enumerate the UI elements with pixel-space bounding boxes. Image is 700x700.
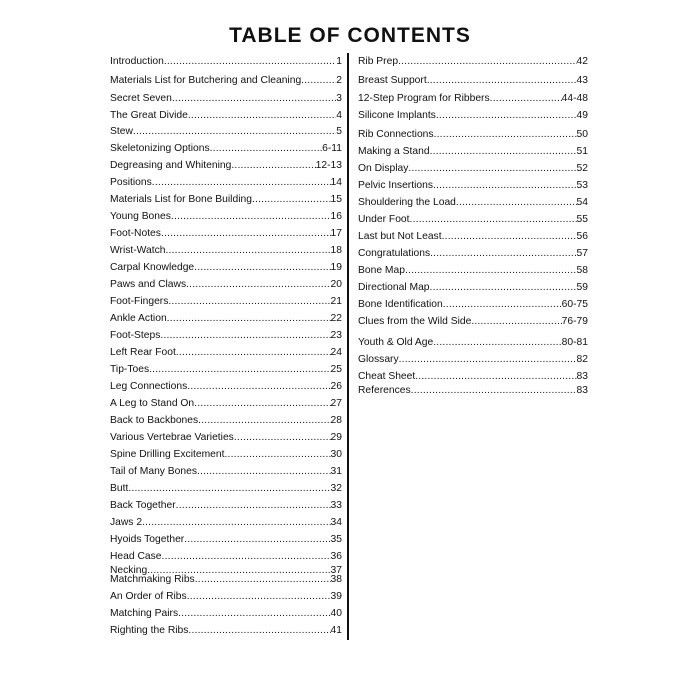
toc-entry-page-number: 16	[330, 211, 342, 222]
toc-entry	[358, 92, 588, 105]
toc-entry-title: Jaws 2	[110, 517, 143, 528]
toc-entry-title: Matchmaking Ribs	[110, 574, 195, 585]
toc-entry	[358, 281, 588, 294]
toc-entry	[358, 109, 588, 122]
toc-entry	[110, 109, 342, 122]
toc-entry-leader-dots	[184, 533, 330, 546]
toc-entry	[110, 227, 342, 240]
toc-entry-page-number: 76-79	[561, 316, 588, 327]
toc-entry	[110, 465, 342, 478]
toc-entry-leader-dots	[172, 92, 336, 105]
toc-entry	[110, 533, 342, 546]
toc-entry-page-number: 18	[330, 245, 342, 256]
toc-entry-page-number: 80-81	[561, 337, 588, 348]
toc-entry-title: Clues from the Wild Side	[358, 316, 472, 327]
toc-entry-title: Silicone Implants	[358, 110, 436, 121]
toc-entry-title: Cheat Sheet	[358, 371, 416, 382]
toc-entry	[110, 261, 342, 274]
toc-entry-page-number: 40	[330, 608, 342, 619]
toc-entry-title: Back Together	[110, 500, 176, 511]
toc-entry-title: Degreasing and Whitening	[110, 160, 232, 171]
toc-entry	[358, 353, 588, 366]
toc-entry-page-number: 56	[576, 231, 588, 242]
toc-entry-page-number: 49	[576, 110, 588, 121]
toc-entry-leader-dots	[194, 397, 330, 410]
toc-entry-leader-dots	[234, 431, 331, 444]
toc-entry-title: 12-Step Program for Ribbers	[358, 93, 490, 104]
toc-entry-title: Under Foot	[358, 214, 410, 225]
toc-entry-leader-dots	[198, 414, 330, 427]
page-title: TABLE OF CONTENTS	[229, 24, 471, 47]
toc-entry	[358, 370, 588, 383]
toc-entry-title: On Display	[358, 163, 409, 174]
toc-entry-page-number: 41	[330, 625, 342, 636]
toc-entry-page-number: 14	[330, 177, 342, 188]
toc-entry-title: Secret Seven	[110, 93, 172, 104]
toc-entry-leader-dots	[166, 244, 331, 257]
toc-entry-leader-dots	[231, 159, 315, 172]
toc-entry-page-number: 26	[330, 381, 342, 392]
toc-entry-title: Making a Stand	[358, 146, 430, 157]
toc-entry-title: The Great Divide	[110, 110, 188, 121]
toc-entry	[358, 298, 588, 311]
toc-entry	[110, 159, 342, 172]
toc-entry-leader-dots	[197, 465, 331, 478]
toc-entry-page-number: 52	[576, 163, 588, 174]
toc-entry-leader-dots	[415, 370, 576, 383]
toc-entry	[358, 315, 588, 328]
toc-entry-page-number: 51	[576, 146, 588, 157]
toc-entry-title: Stew	[110, 126, 133, 137]
toc-entry	[110, 346, 342, 359]
toc-entry-leader-dots	[194, 261, 330, 274]
toc-entry-page-number: 50	[576, 129, 588, 140]
toc-entry-title: Tail of Many Bones	[110, 466, 197, 477]
toc-entry-title: Breast Support	[358, 75, 427, 86]
toc-entry-page-number: 6-11	[322, 143, 342, 154]
toc-entry-title: Rib Prep	[358, 56, 399, 67]
toc-entry-title: Congratulations	[358, 248, 431, 259]
toc-entry-leader-dots	[168, 295, 330, 308]
toc-entry-title: Introduction	[110, 56, 164, 67]
toc-entry	[358, 264, 588, 277]
toc-entry-page-number: 28	[330, 415, 342, 426]
toc-entry-leader-dots	[434, 128, 577, 141]
toc-entry-page-number: 43	[576, 75, 588, 86]
toc-entry	[110, 329, 342, 342]
toc-entry	[110, 397, 342, 410]
toc-entry-title: References	[358, 385, 411, 396]
toc-entry-leader-dots	[133, 125, 336, 138]
toc-entry-title: Carpal Knowledge	[110, 262, 195, 273]
toc-entry-page-number: 57	[576, 248, 588, 259]
toc-entry-leader-dots	[433, 336, 561, 349]
toc-entry-title: Left Rear Foot	[110, 347, 176, 358]
toc-entry-leader-dots	[430, 281, 577, 294]
toc-entry-leader-dots	[301, 74, 336, 87]
toc-entry-title: Glossary	[358, 354, 399, 365]
toc-entry-page-number: 27	[330, 398, 342, 409]
toc-entry-title: Foot-Fingers	[110, 296, 169, 307]
toc-entry-page-number: 21	[330, 296, 342, 307]
toc-entry-title: Skeletonizing Options	[110, 143, 210, 154]
toc-entry-title: Various Vertebrae Varieties	[110, 432, 234, 443]
toc-entry	[110, 312, 342, 325]
toc-entry	[110, 278, 342, 291]
toc-entry-leader-dots	[443, 298, 562, 311]
toc-entry-leader-dots	[152, 176, 331, 189]
toc-entry-leader-dots	[442, 230, 577, 243]
toc-entry-page-number: 15	[330, 194, 342, 205]
toc-entry	[358, 162, 588, 175]
toc-entry-leader-dots	[186, 278, 330, 291]
toc-entry-leader-dots	[167, 312, 331, 325]
toc-entry-leader-dots	[162, 550, 331, 563]
toc-entry	[110, 516, 342, 529]
toc-entry	[110, 624, 342, 637]
toc-entry-title: Young Bones	[110, 211, 171, 222]
toc-entry-page-number: 83	[576, 371, 588, 382]
toc-entry-leader-dots	[164, 55, 336, 68]
toc-entry	[110, 607, 342, 620]
toc-entry-page-number: 17	[330, 228, 342, 239]
toc-entry-leader-dots	[405, 264, 577, 277]
toc-entry-leader-dots	[176, 346, 331, 359]
toc-entry-page-number: 4	[336, 110, 342, 121]
toc-entry-page-number: 22	[330, 313, 342, 324]
toc-entry-page-number: 35	[330, 534, 342, 545]
toc-entry-leader-dots	[188, 624, 330, 637]
toc-entry-title: Materials List for Bone Building	[110, 194, 252, 205]
toc-entry-title: Materials List for Butchering and Cleaning	[110, 75, 302, 86]
toc-entry-title: Back to Backbones	[110, 415, 199, 426]
toc-entry	[358, 230, 588, 243]
toc-entry	[110, 74, 342, 87]
toc-entry-leader-dots	[408, 162, 576, 175]
toc-entry	[358, 128, 588, 141]
toc-entry-leader-dots	[456, 196, 577, 209]
toc-entry	[110, 142, 342, 155]
toc-entry-page-number: 54	[576, 197, 588, 208]
toc-entry-title: Spine Drilling Excitement	[110, 449, 225, 460]
toc-entry-leader-dots	[430, 145, 577, 158]
toc-entry-leader-dots	[187, 380, 330, 393]
toc-entry-title: Last but Not Least	[358, 231, 442, 242]
toc-entry	[110, 125, 342, 138]
toc-entry-page-number: 12-13	[315, 160, 342, 171]
toc-entry-page-number: 53	[576, 180, 588, 191]
toc-entry-page-number: 20	[330, 279, 342, 290]
toc-entry-page-number: 34	[330, 517, 342, 528]
toc-entry-leader-dots	[161, 227, 331, 240]
toc-entry-page-number: 42	[576, 56, 588, 67]
toc-entry	[110, 176, 342, 189]
toc-entry-page-number: 59	[576, 282, 588, 293]
toc-entry	[358, 213, 588, 226]
toc-entry-leader-dots	[436, 109, 577, 122]
column-divider	[347, 53, 349, 640]
toc-entry-page-number: 31	[330, 466, 342, 477]
toc-entry-page-number: 24	[330, 347, 342, 358]
toc-entry	[110, 363, 342, 376]
toc-entry-title: Wrist-Watch	[110, 245, 166, 256]
toc-entry-leader-dots	[430, 247, 576, 260]
toc-entry-title: Head Case	[110, 551, 162, 562]
toc-entry-leader-dots	[411, 384, 577, 397]
toc-entry-title: Hyoids Together	[110, 534, 185, 545]
toc-entry-title: Positions	[110, 177, 152, 188]
toc-entry-page-number: 5	[336, 126, 342, 137]
toc-entry	[358, 384, 588, 397]
toc-entry-leader-dots	[398, 55, 576, 68]
toc-entry-title: Butt	[110, 483, 129, 494]
toc-entry	[110, 482, 342, 495]
toc-entry-leader-dots	[178, 607, 330, 620]
toc-entry	[110, 431, 342, 444]
toc-entry	[110, 55, 342, 68]
toc-entry-title: Youth & Old Age	[358, 337, 434, 348]
toc-entry-leader-dots	[490, 92, 562, 105]
toc-entry-leader-dots	[399, 353, 577, 366]
toc-entry-page-number: 1	[336, 56, 342, 67]
toc-entry	[110, 210, 342, 223]
toc-entry-leader-dots	[210, 142, 323, 155]
toc-entry-page-number: 55	[576, 214, 588, 225]
toc-entry-title: A Leg to Stand On	[110, 398, 195, 409]
toc-entry-title: Tip-Toes	[110, 364, 150, 375]
toc-entry	[110, 414, 342, 427]
toc-entry-leader-dots	[171, 210, 331, 223]
toc-entry-leader-dots	[149, 363, 330, 376]
toc-entry	[110, 92, 342, 105]
toc-entry-leader-dots	[195, 573, 331, 586]
toc-entry	[110, 380, 342, 393]
toc-entry-page-number: 60-75	[561, 299, 588, 310]
toc-entry-page-number: 33	[330, 500, 342, 511]
toc-entry	[110, 590, 342, 603]
toc-entry-leader-dots	[252, 193, 331, 206]
toc-entry-title: Foot-Notes	[110, 228, 161, 239]
toc-entry	[358, 145, 588, 158]
toc-entry	[358, 74, 588, 87]
toc-entry-page-number: 29	[330, 432, 342, 443]
toc-entry	[110, 550, 342, 563]
toc-entry-page-number: 38	[330, 574, 342, 585]
toc-entry	[358, 55, 588, 68]
toc-entry-leader-dots	[142, 516, 330, 529]
toc-entry-leader-dots	[176, 499, 331, 512]
toc-entry	[358, 336, 588, 349]
toc-entry	[110, 193, 342, 206]
toc-entry-leader-dots	[433, 179, 577, 192]
toc-entry-title: Rib Connections	[358, 129, 434, 140]
toc-entry-title: Necking	[110, 565, 148, 576]
toc-entry-title: Shouldering the Load	[358, 197, 456, 208]
toc-entry-page-number: 44-48	[561, 93, 588, 104]
toc-entry-title: Matching Pairs	[110, 608, 179, 619]
toc-entry-title: Pelvic Insertions	[358, 180, 433, 191]
toc-entry-page-number: 2	[336, 75, 342, 86]
toc-entry-leader-dots	[188, 109, 336, 122]
toc-entry-page-number: 3	[336, 93, 342, 104]
toc-entry	[110, 448, 342, 461]
toc-entry	[110, 244, 342, 257]
toc-entry-page-number: 19	[330, 262, 342, 273]
toc-entry-leader-dots	[160, 329, 330, 342]
toc-entry-leader-dots	[224, 448, 330, 461]
toc-entry-page-number: 30	[330, 449, 342, 460]
toc-entry	[358, 196, 588, 209]
toc-entry-title: Leg Connections	[110, 381, 188, 392]
toc-entry	[110, 295, 342, 308]
toc-entry-title: Foot-Steps	[110, 330, 161, 341]
toc-entry	[110, 573, 342, 586]
toc-entry-title: Paws and Claws	[110, 279, 187, 290]
toc-entry-page-number: 39	[330, 591, 342, 602]
toc-entry-title: Bone Identification	[358, 299, 443, 310]
toc-entry-page-number: 83	[576, 385, 588, 396]
toc-entry-page-number: 36	[330, 551, 342, 562]
toc-entry-title: An Order of Ribs	[110, 591, 187, 602]
toc-entry	[358, 179, 588, 192]
toc-entry-page-number: 82	[576, 354, 588, 365]
toc-entry-leader-dots	[427, 74, 577, 87]
toc-entry-page-number: 58	[576, 265, 588, 276]
toc-entry-page-number: 37	[330, 565, 342, 576]
toc-entry-leader-dots	[410, 213, 577, 226]
toc-entry	[358, 247, 588, 260]
toc-entry-title: Ankle Action	[110, 313, 167, 324]
toc-entry	[110, 499, 342, 512]
toc-entry-page-number: 23	[330, 330, 342, 341]
toc-entry-leader-dots	[187, 590, 331, 603]
toc-entry-title: Bone Map	[358, 265, 405, 276]
toc-entry-page-number: 32	[330, 483, 342, 494]
toc-entry-title: Directional Map	[358, 282, 430, 293]
toc-entry-leader-dots	[128, 482, 330, 495]
toc-entry-page-number: 25	[330, 364, 342, 375]
toc-entry-title: Righting the Ribs	[110, 625, 189, 636]
toc-entry-leader-dots	[471, 315, 561, 328]
